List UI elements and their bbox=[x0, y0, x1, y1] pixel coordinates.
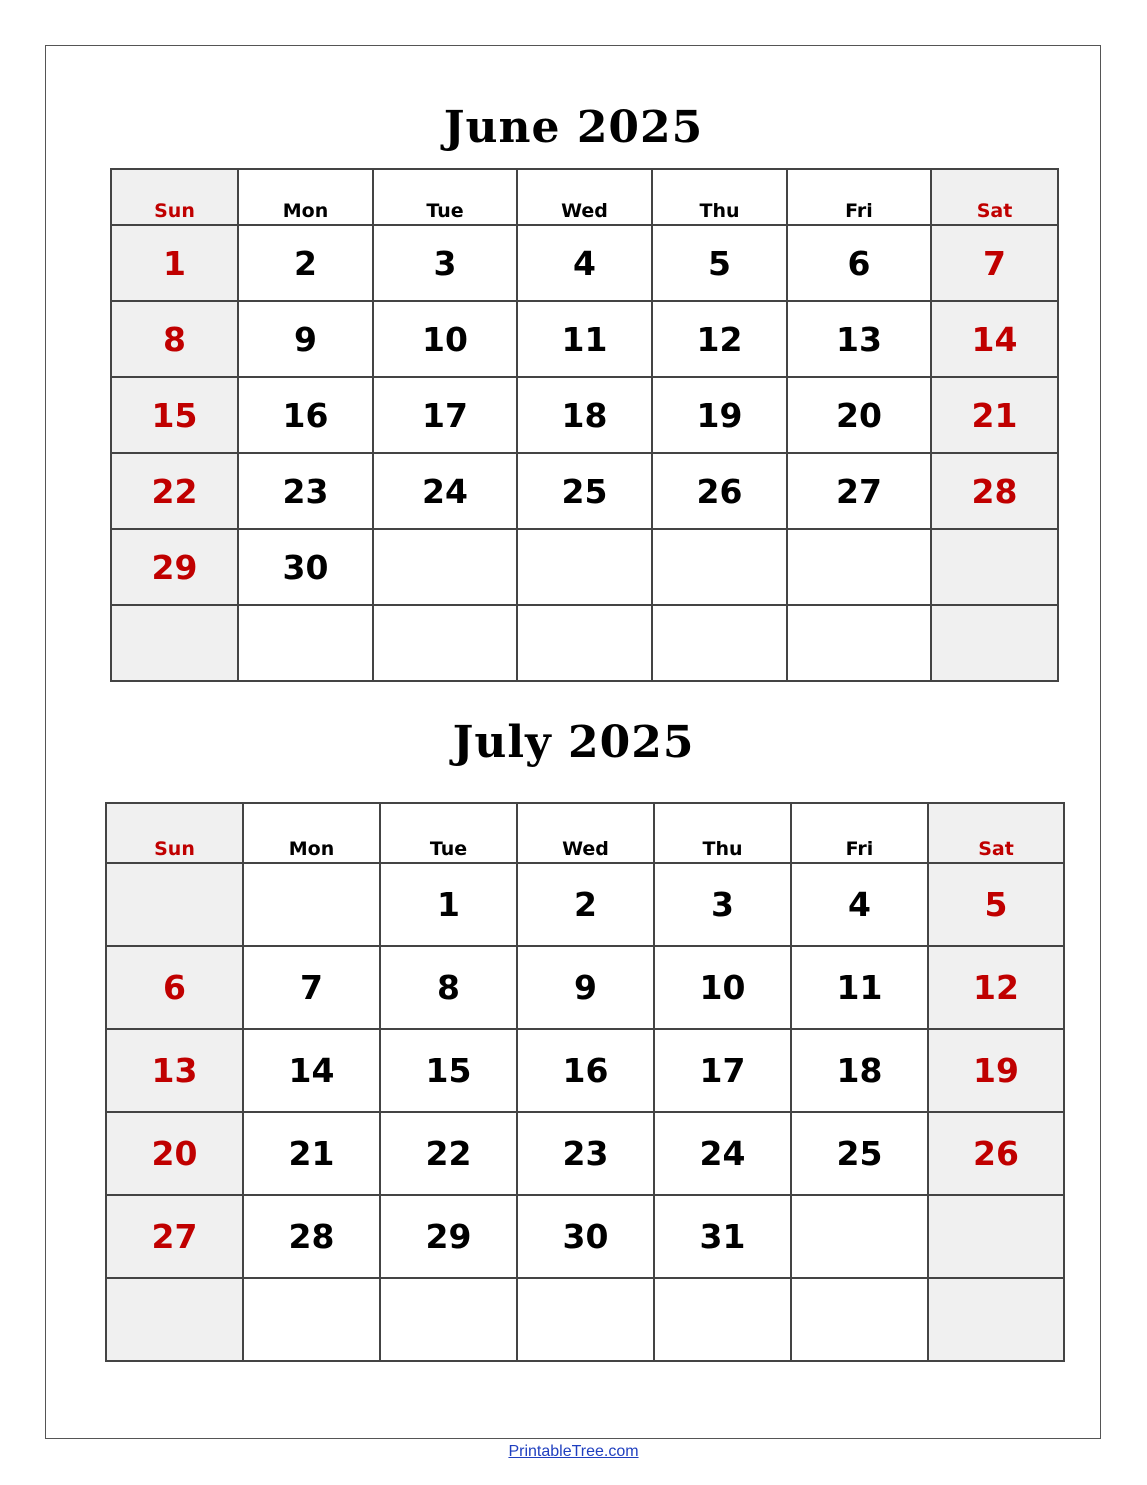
day-cell: 20 bbox=[106, 1112, 243, 1195]
day-cell bbox=[238, 605, 373, 681]
week-row bbox=[111, 453, 1058, 529]
day-cell: 31 bbox=[654, 1195, 791, 1278]
month-title-july: July 2025 bbox=[452, 717, 695, 768]
day-cell: 28 bbox=[243, 1195, 380, 1278]
day-cell: 15 bbox=[380, 1029, 517, 1112]
week-row bbox=[106, 1278, 1064, 1361]
weekday-header-tue: Tue bbox=[380, 803, 517, 863]
day-cell bbox=[654, 1278, 791, 1361]
day-cell: 8 bbox=[380, 946, 517, 1029]
day-cell: 4 bbox=[791, 863, 928, 946]
day-cell: 21 bbox=[243, 1112, 380, 1195]
day-cell: 13 bbox=[787, 301, 931, 377]
day-cell: 29 bbox=[111, 529, 238, 605]
day-cell: 7 bbox=[931, 225, 1058, 301]
day-cell: 2 bbox=[238, 225, 373, 301]
day-cell bbox=[652, 605, 787, 681]
day-cell: 14 bbox=[243, 1029, 380, 1112]
day-cell bbox=[931, 605, 1058, 681]
week-row bbox=[111, 377, 1058, 453]
day-cell: 30 bbox=[238, 529, 373, 605]
day-cell: 8 bbox=[111, 301, 238, 377]
day-cell: 9 bbox=[238, 301, 373, 377]
day-cell: 28 bbox=[931, 453, 1058, 529]
day-cell bbox=[791, 1195, 928, 1278]
day-cell bbox=[243, 863, 380, 946]
day-cell bbox=[517, 1278, 654, 1361]
weekday-header-thu: Thu bbox=[652, 169, 787, 225]
day-cell: 5 bbox=[652, 225, 787, 301]
day-cell: 3 bbox=[654, 863, 791, 946]
day-cell: 26 bbox=[652, 453, 787, 529]
day-cell: 10 bbox=[654, 946, 791, 1029]
week-row bbox=[111, 529, 1058, 605]
day-cell: 12 bbox=[652, 301, 787, 377]
week-row bbox=[106, 1195, 1064, 1278]
day-cell bbox=[787, 529, 931, 605]
day-cell: 3 bbox=[373, 225, 517, 301]
calendar-july bbox=[105, 802, 1065, 1362]
day-cell: 10 bbox=[373, 301, 517, 377]
day-cell: 14 bbox=[931, 301, 1058, 377]
weekday-header-sun: Sun bbox=[111, 169, 238, 225]
weekday-header-mon: Mon bbox=[238, 169, 373, 225]
weekday-header-mon: Mon bbox=[243, 803, 380, 863]
day-cell: 19 bbox=[928, 1029, 1064, 1112]
day-cell: 22 bbox=[111, 453, 238, 529]
day-cell bbox=[106, 1278, 243, 1361]
day-cell: 4 bbox=[517, 225, 652, 301]
day-cell: 15 bbox=[111, 377, 238, 453]
day-cell: 20 bbox=[787, 377, 931, 453]
day-cell bbox=[931, 529, 1058, 605]
week-row bbox=[106, 1029, 1064, 1112]
day-cell: 13 bbox=[106, 1029, 243, 1112]
day-cell: 17 bbox=[373, 377, 517, 453]
weekday-header-sat: Sat bbox=[928, 803, 1064, 863]
day-cell: 24 bbox=[373, 453, 517, 529]
day-cell: 30 bbox=[517, 1195, 654, 1278]
day-cell: 2 bbox=[517, 863, 654, 946]
day-cell: 1 bbox=[111, 225, 238, 301]
weekday-header-wed: Wed bbox=[517, 169, 652, 225]
day-cell bbox=[928, 1195, 1064, 1278]
day-cell: 25 bbox=[791, 1112, 928, 1195]
day-cell: 11 bbox=[791, 946, 928, 1029]
day-cell bbox=[787, 605, 931, 681]
day-cell bbox=[106, 863, 243, 946]
day-cell: 18 bbox=[517, 377, 652, 453]
day-cell bbox=[791, 1278, 928, 1361]
weekday-header-sat: Sat bbox=[931, 169, 1058, 225]
weekday-header-tue: Tue bbox=[373, 169, 517, 225]
weekday-header-sun: Sun bbox=[106, 803, 243, 863]
day-cell: 23 bbox=[238, 453, 373, 529]
day-cell: 11 bbox=[517, 301, 652, 377]
day-cell bbox=[517, 605, 652, 681]
day-cell bbox=[243, 1278, 380, 1361]
weekday-header-fri: Fri bbox=[791, 803, 928, 863]
day-cell: 25 bbox=[517, 453, 652, 529]
weekday-header-wed: Wed bbox=[517, 803, 654, 863]
day-cell: 16 bbox=[238, 377, 373, 453]
day-cell: 18 bbox=[791, 1029, 928, 1112]
day-cell: 17 bbox=[654, 1029, 791, 1112]
day-cell: 22 bbox=[380, 1112, 517, 1195]
day-cell bbox=[652, 529, 787, 605]
day-cell: 27 bbox=[787, 453, 931, 529]
weekday-header-fri: Fri bbox=[787, 169, 931, 225]
week-row bbox=[106, 1112, 1064, 1195]
day-cell: 23 bbox=[517, 1112, 654, 1195]
day-cell bbox=[517, 529, 652, 605]
week-row bbox=[111, 301, 1058, 377]
day-cell: 9 bbox=[517, 946, 654, 1029]
day-cell bbox=[928, 1278, 1064, 1361]
day-cell: 6 bbox=[106, 946, 243, 1029]
day-cell bbox=[373, 605, 517, 681]
weekday-header-row bbox=[106, 803, 1064, 863]
day-cell: 7 bbox=[243, 946, 380, 1029]
day-cell: 27 bbox=[106, 1195, 243, 1278]
weekday-header-thu: Thu bbox=[654, 803, 791, 863]
week-row bbox=[106, 863, 1064, 946]
day-cell: 5 bbox=[928, 863, 1064, 946]
day-cell bbox=[380, 1278, 517, 1361]
day-cell: 16 bbox=[517, 1029, 654, 1112]
day-cell: 24 bbox=[654, 1112, 791, 1195]
weekday-header-row bbox=[111, 169, 1058, 225]
day-cell: 21 bbox=[931, 377, 1058, 453]
day-cell: 12 bbox=[928, 946, 1064, 1029]
day-cell: 19 bbox=[652, 377, 787, 453]
calendar-june bbox=[110, 168, 1059, 682]
day-cell: 6 bbox=[787, 225, 931, 301]
week-row bbox=[111, 605, 1058, 681]
day-cell bbox=[373, 529, 517, 605]
day-cell: 29 bbox=[380, 1195, 517, 1278]
month-title-june: June 2025 bbox=[443, 102, 704, 153]
day-cell: 26 bbox=[928, 1112, 1064, 1195]
footer-link[interactable]: PrintableTree.com bbox=[508, 1443, 639, 1460]
day-cell bbox=[111, 605, 238, 681]
week-row bbox=[111, 225, 1058, 301]
day-cell: 1 bbox=[380, 863, 517, 946]
week-row bbox=[106, 946, 1064, 1029]
